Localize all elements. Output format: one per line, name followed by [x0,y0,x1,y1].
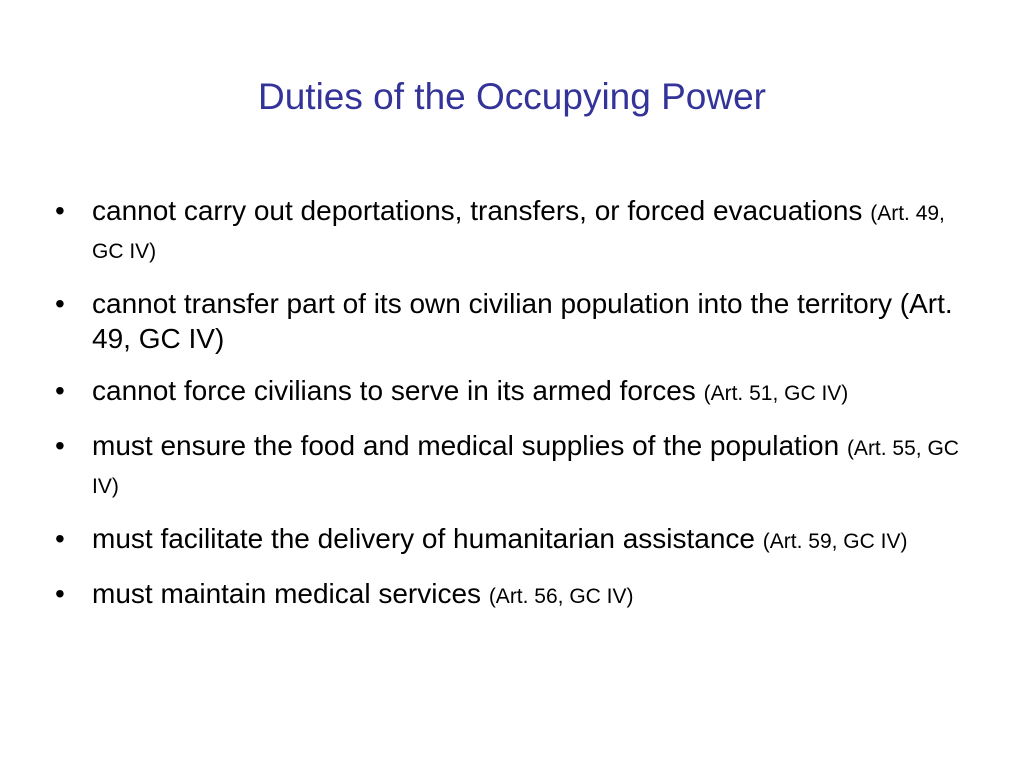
article-reference: (Art. 51, GC IV) [703,382,849,405]
bullet-item [55,193,975,269]
bullet-text: cannot force civilians to serve in its armed forces [92,375,704,406]
bullet-item [55,521,975,559]
bullet-dot-icon: • [55,578,65,609]
article-reference: (Art. 49, GC IV) [92,288,953,354]
article-reference: (Art. 56, GC IV) [488,585,634,608]
bullet-text: cannot carry out deportations, transfers, or forced evacuations [92,195,871,226]
bullet-dot-icon: • [55,523,65,554]
bullet-text: must maintain medical services [92,578,489,609]
bullet-item [55,373,975,411]
bullet-dot-icon: • [55,195,65,226]
bullet-dot-icon: • [55,430,65,461]
bullet-dot-icon: • [55,288,65,319]
article-reference: (Art. 49, GC IV) [92,202,945,263]
bullet-text: cannot transfer part of its own civilian population into the territory [92,288,900,319]
bullet-dot-icon: • [55,375,65,406]
article-reference: (Art. 55, GC IV) [92,437,959,498]
bullet-item [55,286,975,356]
bullet-item [55,576,975,614]
article-reference: (Art. 59, GC IV) [762,530,908,553]
bullet-text: must facilitate the delivery of humanitarian assistance [92,523,763,554]
bullet-list [55,193,975,631]
bullet-item [55,428,975,504]
bullet-text: must ensure the food and medical supplies of the population [92,430,847,461]
slide-title: Duties of the Occupying Power [258,76,766,117]
